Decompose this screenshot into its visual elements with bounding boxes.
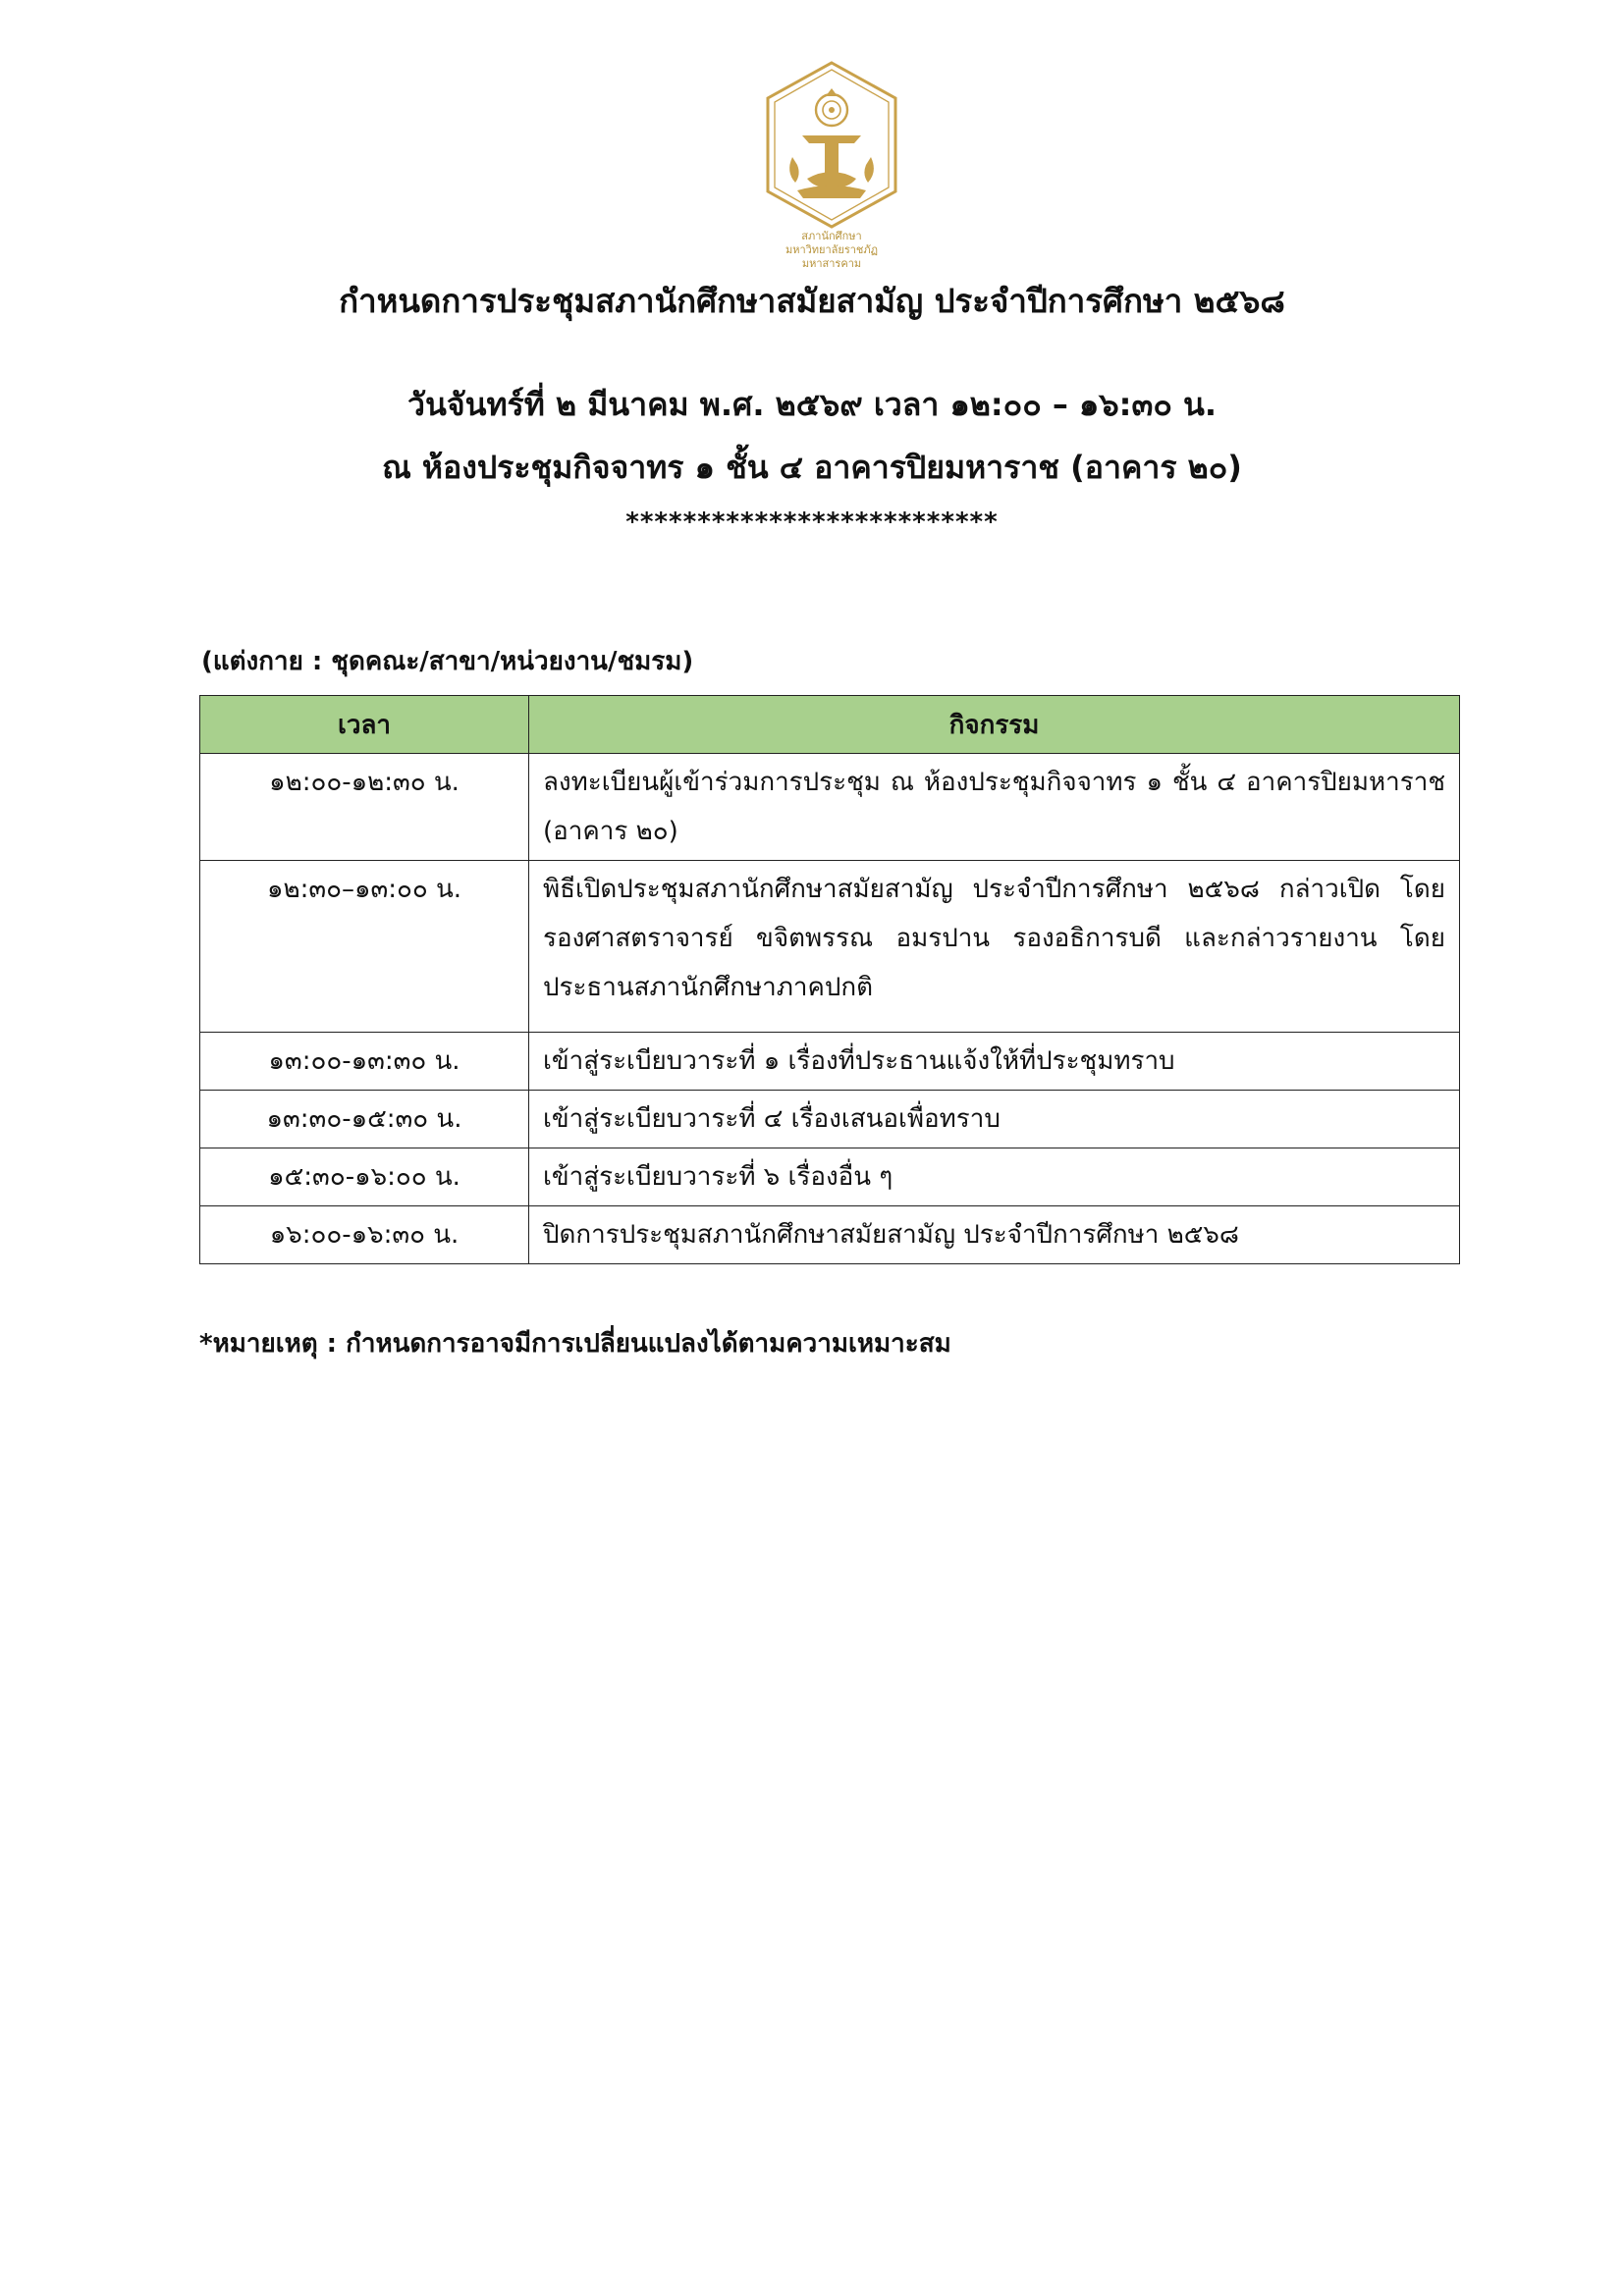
- column-header-time: เวลา: [200, 696, 529, 754]
- time-cell: ๑๓:๐๐-๑๓:๓๐ น.: [200, 1033, 529, 1091]
- dress-code: (แต่งกาย : ชุดคณะ/สาขา/หน่วยงาน/ชมรม): [201, 647, 694, 676]
- time-cell: ๑๖:๐๐-๑๖:๓๐ น.: [200, 1206, 529, 1264]
- footnote: *หมายเหตุ : กำหนดการอาจมีการเปลี่ยนแปลงได้ตามความเหมาะสม: [199, 1329, 951, 1359]
- table-row: [200, 1091, 1460, 1148]
- activity-cell: พิธีเปิดประชุมสภานักศึกษาสมัยสามัญ ประจำปีการศึกษา ๒๕๖๘ กล่าวเปิด โดย รองศาสตราจารย์ ขจิตพรรณ อมรปาน รองอธิการบดี และกล่าวรายงาน โดย ประธานสภานักศึกษาภาคปกติ: [529, 861, 1460, 1033]
- table-row: [200, 861, 1460, 1033]
- activity-cell: เข้าสู่ระเบียบวาระที่ ๖ เรื่องอื่น ๆ: [529, 1148, 1460, 1206]
- meeting-place: ณ ห้องประชุมกิจจาทร ๑ ชั้น ๔ อาคารปิยมหาราช (อาคาร ๒๐): [382, 449, 1242, 486]
- table-row: [200, 754, 1460, 861]
- activity-cell: เข้าสู่ระเบียบวาระที่ ๑ เรื่องที่ประธานแจ้งให้ที่ประชุมทราบ: [529, 1033, 1460, 1091]
- time-cell: ๑๕:๓๐-๑๖:๐๐ น.: [200, 1148, 529, 1206]
- table-row: [200, 1148, 1460, 1206]
- column-header-activity: กิจกรรม: [529, 696, 1460, 754]
- separator-line: **************************: [625, 507, 999, 537]
- activity-cell: ปิดการประชุมสภานักศึกษาสมัยสามัญ ประจำปีการศึกษา ๒๕๖๘: [529, 1206, 1460, 1264]
- logo-caption-line2: มหาวิทยาลัยราชภัฏมหาสารคาม: [785, 243, 879, 270]
- meeting-date: วันจันทร์ที่ ๒ มีนาคม พ.ศ. ๒๕๖๙ เวลา ๑๒:๐๐ – ๑๖:๓๐ น.: [406, 386, 1218, 423]
- time-cell: ๑๒:๓๐–๑๓:๐๐ น.: [200, 861, 529, 1033]
- student-council-logo: [758, 59, 905, 270]
- activity-cell: เข้าสู่ระเบียบวาระที่ ๔ เรื่องเสนอเพื่อทราบ: [529, 1091, 1460, 1148]
- table-header-row: [200, 696, 1460, 754]
- emblem-icon: [758, 59, 905, 231]
- schedule-table: [199, 695, 1460, 1264]
- activity-cell: ลงทะเบียนผู้เข้าร่วมการประชุม ณ ห้องประชุมกิจจาทร ๑ ชั้น ๔ อาคารปิยมหาราช (อาคาร ๒๐): [529, 754, 1460, 861]
- document-title: กำหนดการประชุมสภานักศึกษาสมัยสามัญ ประจำปีการศึกษา ๒๕๖๘: [339, 282, 1285, 320]
- time-cell: ๑๒:๐๐-๑๒:๓๐ น.: [200, 754, 529, 861]
- table-row: [200, 1033, 1460, 1091]
- table-row: [200, 1206, 1460, 1264]
- time-cell: ๑๓:๓๐-๑๕:๓๐ น.: [200, 1091, 529, 1148]
- logo-caption-line1: สภานักศึกษา: [801, 230, 862, 242]
